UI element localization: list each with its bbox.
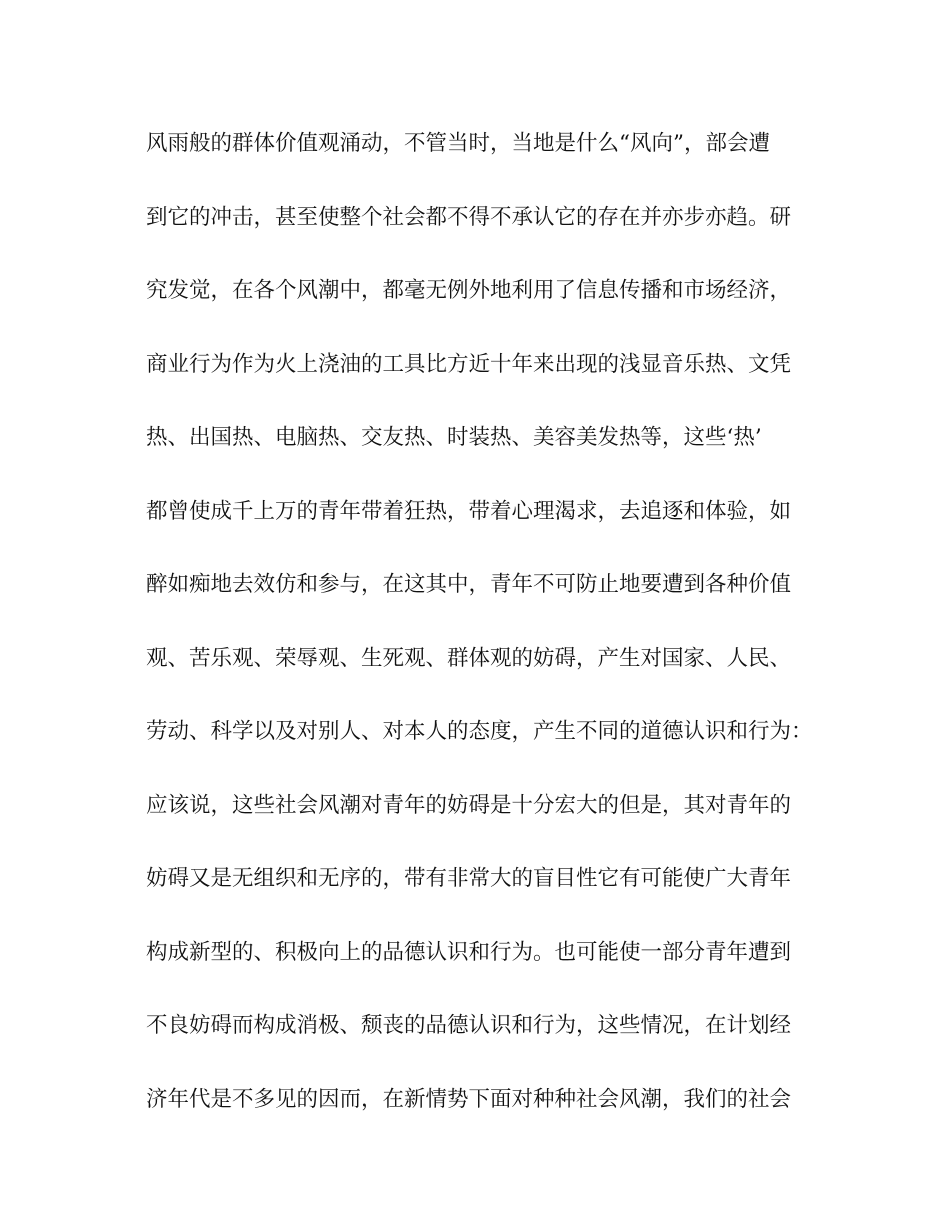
text-line-2: 到它的冲击，甚至使整个社会都不得不承认它的存在并亦步亦趋。研 <box>146 204 792 230</box>
text-line-3: 究发觉，在各个风潮中，都毫无例外地利用了信息传播和市场经济， <box>146 278 792 303</box>
text-line-12: 构成新型的、积极向上的品德认识和行为。也可能使一部分青年遭到 <box>146 939 792 965</box>
text-line-9: 劳动、科学以及对别人、对本人的态度，产生不同的道德认识和行为： <box>146 719 813 744</box>
text-line-8: 观、苦乐观、荣辱观、生死观、群体观的妨碍，产生对国家、人民、 <box>146 645 792 671</box>
text-line-6: 都曾使成千上万的青年带着狂热，带着心理渴求，去追逐和体验，如 <box>146 498 792 524</box>
text-line-5: 热、出国热、电脑热、交友热、时装热、美容美发热等，这些‘热’ <box>146 425 762 450</box>
text-line-10: 应该说，这些社会风潮对青年的妨碍是十分宏大的但是，其对青年的 <box>146 792 792 818</box>
text-line-13: 不良妨碍而构成消极、颓丧的品德认识和行为，这些情况，在计划经 <box>146 1013 792 1038</box>
body-text <box>146 124 813 1153</box>
text-line-4: 商业行为作为火上浇油的工具比方近十年来出现的浅显音乐热、文凭 <box>146 351 792 377</box>
text-line-7: 醉如痴地去效仿和参与，在这其中，青年不可防止地要遭到各种价值 <box>146 572 792 597</box>
text-line-1: 风雨般的群体价值观涌动，不管当时，当地是什么“风向”，部会遭 <box>146 131 770 156</box>
text-line-11: 妨碍又是无组织和无序的，带有非常大的盲目性它有可能使广大青年 <box>146 866 792 891</box>
text-line-14: 济年代是不多见的因而，在新情势下面对种种社会风潮，我们的社会 <box>146 1086 792 1112</box>
